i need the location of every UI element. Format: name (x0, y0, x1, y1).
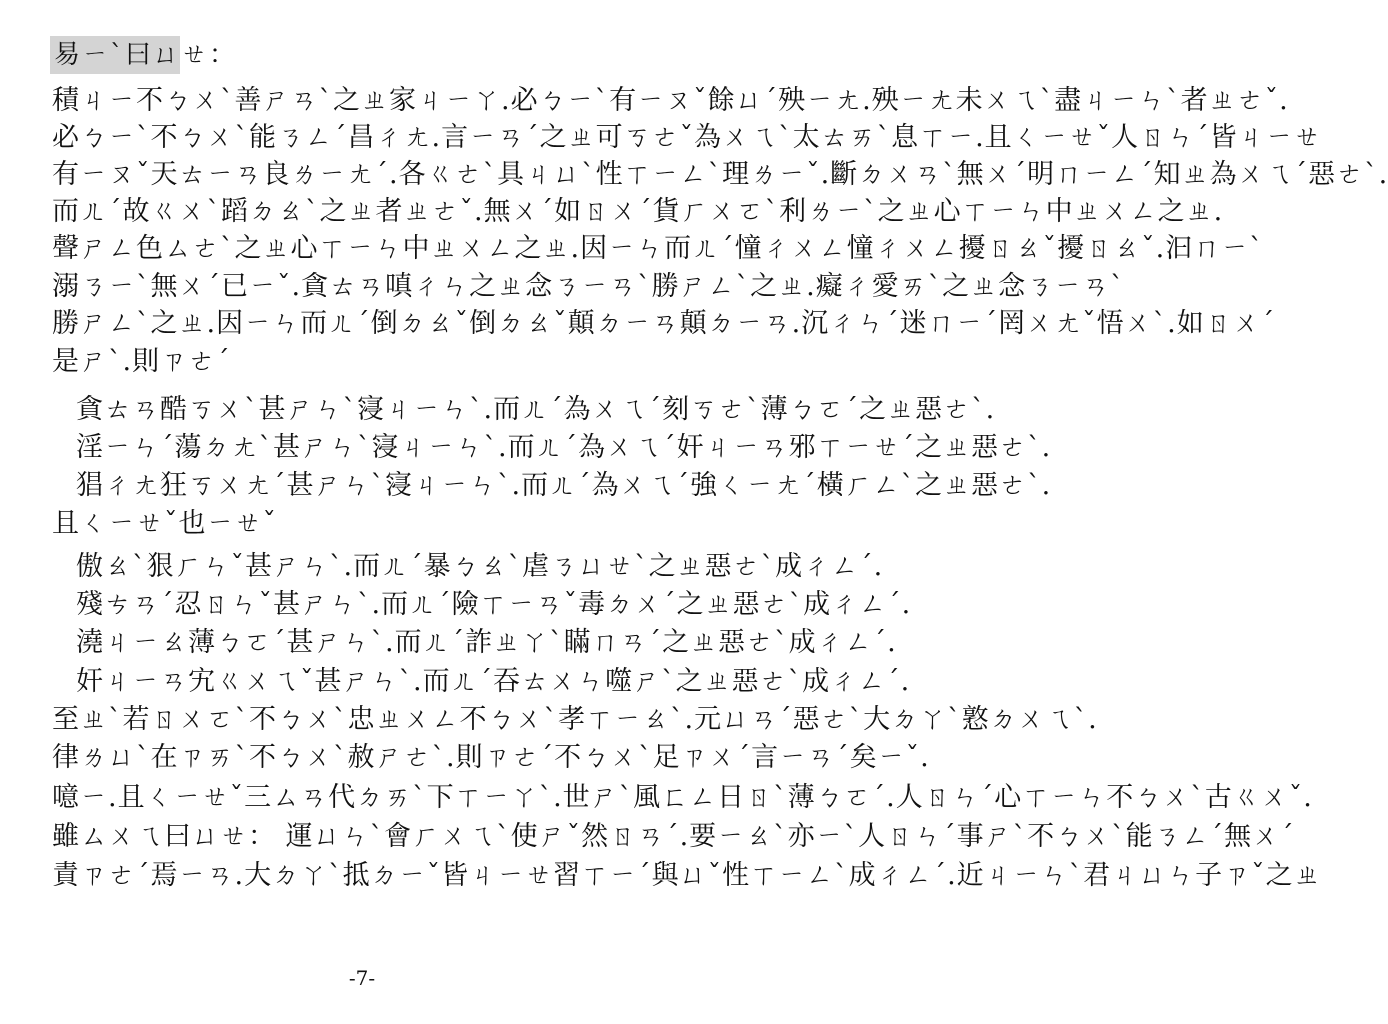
text-line-18: 律ㄌㄩˋ在ㄗㄞˋ不ㄅㄨˋ赦ㄕㄜˋ.則ㄗㄜˊ不ㄅㄨˋ足ㄗㄨˊ言ㄧㄢˊ矣ㄧˇ. (52, 742, 930, 773)
text-line-4: 而ㄦˊ故ㄍㄨˋ蹈ㄉㄠˋ之ㄓ者ㄓㄜˇ.無ㄨˊ如ㄖㄨˊ貨ㄏㄨㄛˋ利ㄌㄧˋ之ㄓ心ㄒㄧㄣ中ㄓㄨㄥ之ㄓ. (52, 196, 1224, 227)
text-line-12: 且ㄑㄧㄝˇ也ㄧㄝˇ (52, 508, 277, 539)
text-line-19: 噫ㄧ.且ㄑㄧㄝˇ三ㄙㄢ代ㄉㄞˋ下ㄒㄧㄚˋ.世ㄕˋ風ㄈㄥ日ㄖˋ薄ㄅㄛˊ.人ㄖㄣˊ心ㄒㄧㄣ不ㄅㄨˋ古ㄍㄨˇ. (52, 782, 1313, 813)
text-line-9: 貪ㄊㄢ酷ㄎㄨˋ甚ㄕㄣˋ寖ㄐㄧㄣˋ.而ㄦˊ為ㄨㄟˊ刻ㄎㄜˋ薄ㄅㄛˊ之ㄓ惡ㄜˋ. (76, 394, 996, 425)
text-line-1: 積ㄐㄧ不ㄅㄨˋ善ㄕㄢˋ之ㄓ家ㄐㄧㄚ.必ㄅㄧˋ有ㄧㄡˇ餘ㄩˊ殃ㄧㄤ.殃ㄧㄤ未ㄨㄟˋ盡ㄐㄧㄣˋ者ㄓㄜˇ. (52, 85, 1289, 116)
text-line-5: 聲ㄕㄥ色ㄙㄜˋ之ㄓ心ㄒㄧㄣ中ㄓㄨㄥ之ㄓ.因ㄧㄣ而ㄦˊ憧ㄔㄨㄥ憧ㄔㄨㄥ擾ㄖㄠˇ擾ㄖㄠˇ.汩ㄇㄧˋ (52, 233, 1264, 264)
text-line-6: 溺ㄋㄧˋ無ㄨˊ已ㄧˇ.貪ㄊㄢ嗔ㄔㄣ之ㄓ念ㄋㄧㄢˋ勝ㄕㄥˋ之ㄓ.癡ㄔ愛ㄞˋ之ㄓ念ㄋㄧㄢˋ (52, 271, 1125, 302)
text-line-16: 奸ㄐㄧㄢ宄ㄍㄨㄟˇ甚ㄕㄣˋ.而ㄦˊ吞ㄊㄨㄣ噬ㄕˋ之ㄓ惡ㄜˋ成ㄔㄥˊ. (76, 666, 911, 697)
text-line-14: 殘ㄘㄢˊ忍ㄖㄣˇ甚ㄕㄣˋ.而ㄦˊ險ㄒㄧㄢˇ毒ㄉㄨˊ之ㄓ惡ㄜˋ成ㄔㄥˊ. (76, 589, 912, 620)
text-line-11: 猖ㄔㄤ狂ㄎㄨㄤˊ甚ㄕㄣˋ寖ㄐㄧㄣˋ.而ㄦˊ為ㄨㄟˊ強ㄑㄧㄤˊ橫ㄏㄥˋ之ㄓ惡ㄜˋ. (76, 470, 1052, 501)
text-line-7: 勝ㄕㄥˋ之ㄓ.因ㄧㄣ而ㄦˊ倒ㄉㄠˇ倒ㄉㄠˇ顛ㄉㄧㄢ顛ㄉㄧㄢ.沉ㄔㄣˊ迷ㄇㄧˊ罔ㄨㄤˇ悟ㄨˋ.如ㄖㄨˊ (52, 308, 1276, 339)
text-line-21: 責ㄗㄜˊ焉ㄧㄢ.大ㄉㄚˋ抵ㄉㄧˇ皆ㄐㄧㄝ習ㄒㄧˊ與ㄩˇ性ㄒㄧㄥˋ成ㄔㄥˊ.近ㄐㄧㄣˋ君ㄐㄩㄣ子ㄗˇ之ㄓ (52, 860, 1322, 891)
text-line-3: 有ㄧㄡˇ天ㄊㄧㄢ良ㄌㄧㄤˊ.各ㄍㄜˋ具ㄐㄩˋ性ㄒㄧㄥˋ理ㄌㄧˇ.斷ㄉㄨㄢˋ無ㄨˊ明ㄇㄧㄥˊ知ㄓ為ㄨㄟˊ惡ㄜˋ. (52, 159, 1388, 190)
text-line-15: 澆ㄐㄧㄠ薄ㄅㄛˊ甚ㄕㄣˋ.而ㄦˊ詐ㄓㄚˋ瞞ㄇㄢˊ之ㄓ惡ㄜˋ成ㄔㄥˊ. (76, 627, 897, 658)
text-line-13: 傲ㄠˋ狠ㄏㄣˇ甚ㄕㄣˋ.而ㄦˊ暴ㄅㄠˋ虐ㄋㄩㄝˋ之ㄓ惡ㄜˋ成ㄔㄥˊ. (76, 551, 884, 582)
text-line-20: 雖ㄙㄨㄟ曰ㄩㄝ： 運ㄩㄣˋ會ㄏㄨㄟˋ使ㄕˇ然ㄖㄢˊ.要ㄧㄠˋ亦ㄧˋ人ㄖㄣˊ事ㄕˋ不ㄅㄨˋ能ㄋㄥˊ無ㄨˊ (52, 821, 1295, 852)
section-heading: 易ㄧˋ曰ㄩㄝ： (50, 36, 180, 74)
text-line-17: 至ㄓˋ若ㄖㄨㄛˋ不ㄅㄨˋ忠ㄓㄨㄥ不ㄅㄨˋ孝ㄒㄧㄠˋ.元ㄩㄢˊ惡ㄜˋ大ㄉㄚˋ憝ㄉㄨㄟˋ. (52, 704, 1098, 735)
text-line-10: 淫ㄧㄣˊ蕩ㄉㄤˋ甚ㄕㄣˋ寖ㄐㄧㄣˋ.而ㄦˊ為ㄨㄟˊ奸ㄐㄧㄢ邪ㄒㄧㄝˊ之ㄓ惡ㄜˋ. (76, 432, 1052, 463)
text-line-2: 必ㄅㄧˋ不ㄅㄨˋ能ㄋㄥˊ昌ㄔㄤ.言ㄧㄢˊ之ㄓ可ㄎㄜˇ為ㄨㄟˋ太ㄊㄞˋ息ㄒㄧ.且ㄑㄧㄝˇ人ㄖㄣˊ皆ㄐㄧㄝ (52, 122, 1322, 153)
page-number: -7- (348, 966, 376, 990)
text-line-8: 是ㄕˋ.則ㄗㄜˊ (52, 346, 231, 377)
